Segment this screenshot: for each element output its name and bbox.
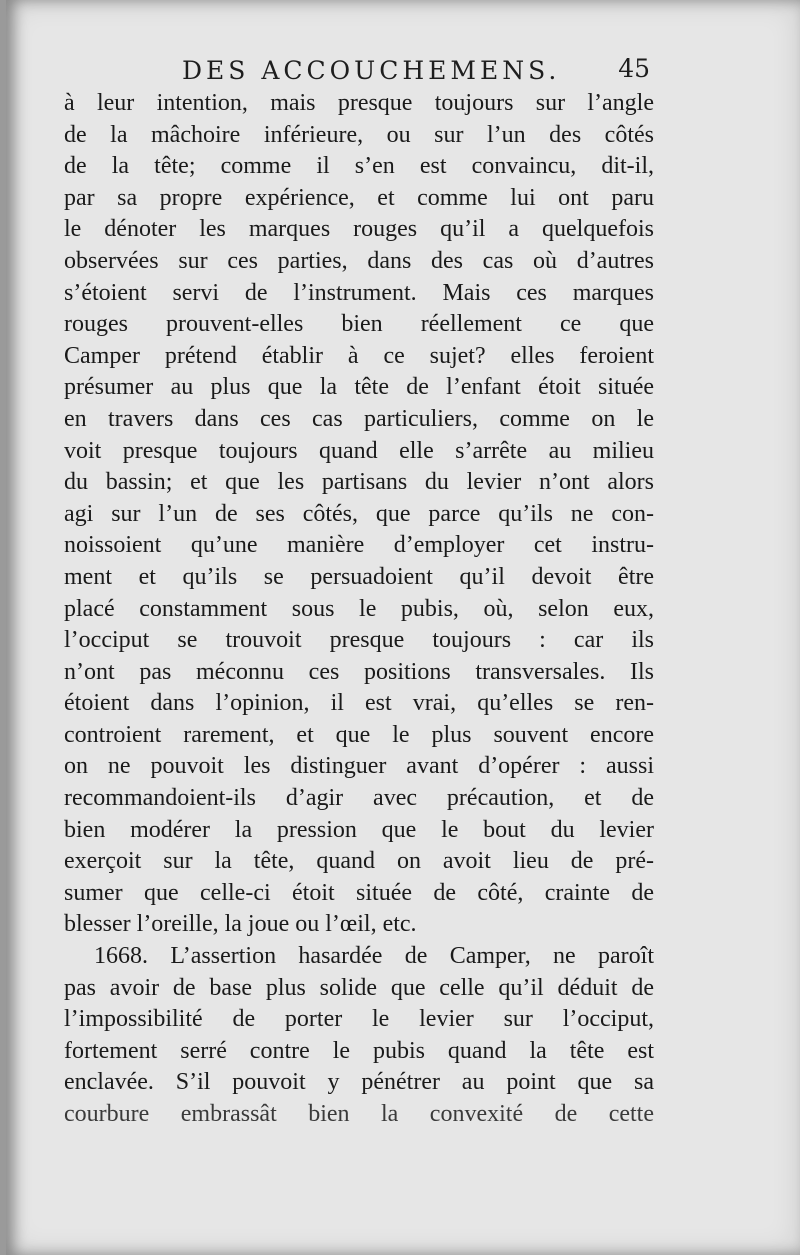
text-line: 1668. L’assertion hasardée de Camper, ne paroît bbox=[94, 943, 654, 970]
text-line: on ne pouvoit les distinguer avant d’opérer : aussi bbox=[64, 753, 654, 780]
text-line: recommandoient-ils d’agir avec précaution, et de bbox=[64, 785, 654, 812]
text-line: fortement serré contre le pubis quand la tête est bbox=[64, 1037, 654, 1064]
text-line: pas avoir de base plus solide que celle qu’il déduit de bbox=[64, 974, 654, 1001]
text-line: étoient dans l’opinion, il est vrai, qu’elles se ren- bbox=[64, 690, 654, 717]
text-line: blesser l’oreille, la joue ou l’œil, etc. bbox=[64, 911, 417, 938]
text-line: présumer au plus que la tête de l’enfant étoit située bbox=[64, 374, 654, 401]
text-line: Camper prétend établir à ce sujet? elles feroient bbox=[64, 342, 654, 369]
text-line: voit presque toujours quand elle s’arrête au milieu bbox=[64, 437, 654, 464]
text-line: le dénoter les marques rouges qu’il a quelquefois bbox=[64, 216, 654, 243]
page-header bbox=[64, 50, 654, 90]
book-page bbox=[6, 0, 800, 1255]
text-line: agi sur l’un de ses côtés, que parce qu’ils ne con- bbox=[64, 500, 654, 527]
text-line: rouges prouvent-elles bien réellement ce que bbox=[64, 311, 654, 338]
text-line: enclavée. S’il pouvoit y pénétrer au point que sa bbox=[64, 1069, 654, 1096]
text-line: en travers dans ces cas particuliers, comme on le bbox=[64, 405, 654, 432]
paragraph-1 bbox=[64, 88, 654, 941]
text-line: bien modérer la pression que le bout du levier bbox=[64, 816, 654, 843]
page-number: 45 bbox=[618, 54, 650, 83]
text-line: noissoient qu’une manière d’employer cet instru- bbox=[64, 532, 654, 559]
body-text bbox=[64, 88, 654, 1131]
text-line: n’ont pas méconnu ces positions transversales. Ils bbox=[64, 658, 654, 685]
text-line: sumer que celle-ci étoit située de côté, crainte de bbox=[64, 879, 654, 906]
text-line: exerçoit sur la tête, quand on avoit lieu de pré- bbox=[64, 848, 654, 875]
text-line: ment et qu’ils se persuadoient qu’il devoit être bbox=[64, 563, 654, 590]
text-line: placé constamment sous le pubis, où, selon eux, bbox=[64, 595, 654, 622]
text-line: s’étoient servi de l’instrument. Mais ces marques bbox=[64, 279, 654, 306]
text-line: à leur intention, mais presque toujours sur l’angle bbox=[64, 90, 654, 116]
running-head: DES ACCOUCHEMENS. bbox=[182, 56, 561, 85]
text-line: observées sur ces parties, dans des cas où d’autres bbox=[64, 247, 654, 274]
text-line: courbure embrassât bien la convexité de cette bbox=[64, 1101, 654, 1127]
text-line: du bassin; et que les partisans du levier n’ont alors bbox=[64, 469, 654, 496]
text-line: l’impossibilité de porter le levier sur l’occiput, bbox=[64, 1006, 654, 1033]
text-line: de la mâchoire inférieure, ou sur l’un des côtés bbox=[64, 121, 654, 148]
text-line: l’occiput se trouvoit presque toujours : car ils bbox=[64, 627, 654, 654]
paragraph-2 bbox=[64, 941, 654, 1131]
text-line: de la tête; comme il s’en est convaincu, dit-il, bbox=[64, 153, 654, 180]
text-line: controient rarement, et que le plus souvent encore bbox=[64, 721, 654, 748]
text-line: par sa propre expérience, et comme lui ont paru bbox=[64, 184, 654, 211]
